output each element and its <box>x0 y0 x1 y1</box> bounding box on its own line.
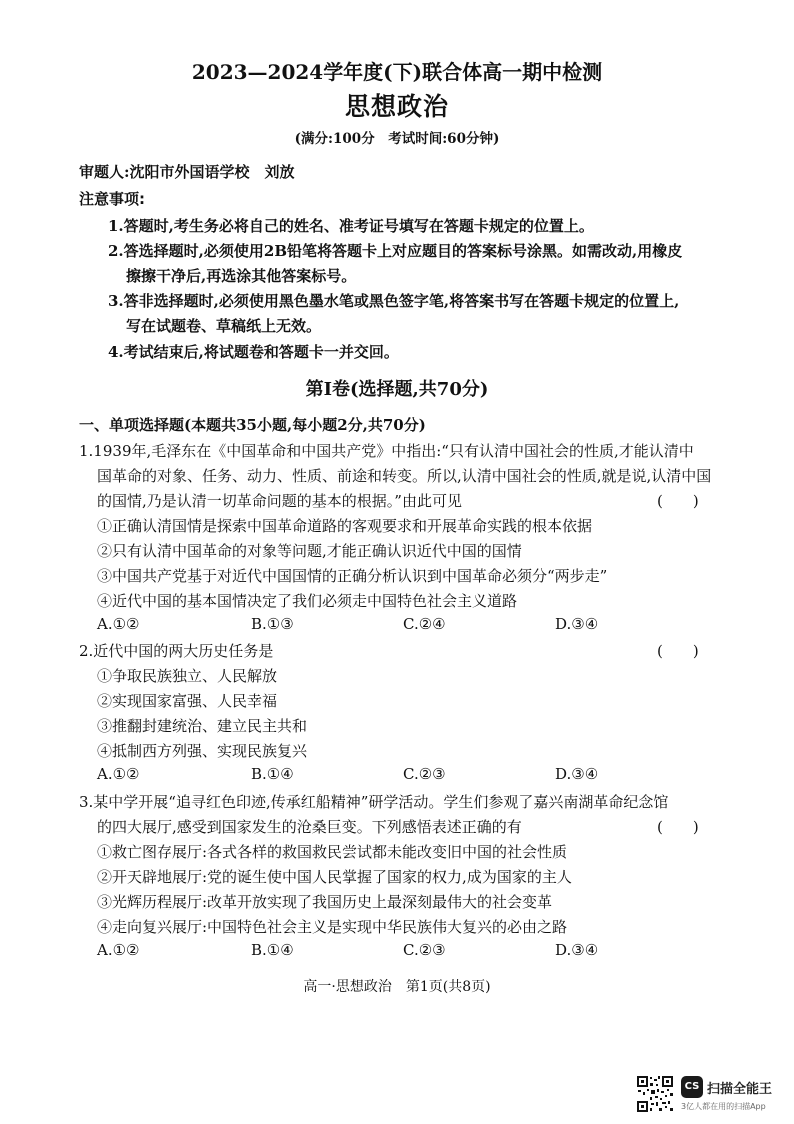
question-2-option: ④抵制西方列强、实现民族复兴 <box>97 742 308 760</box>
note-line: 擦擦干净后,再选涂其他答案标号。 <box>126 267 357 285</box>
question-2-choice-d: D.③④ <box>555 765 599 783</box>
question-3-option: ④走向复兴展厅:中国特色社会主义是实现中华民族伟大复兴的必由之路 <box>97 918 568 936</box>
question-1-stem-line: 1.1939年,毛泽东在《中国革命和中国共产党》中指出:“只有认清中国社会的性质,才能认清中 <box>79 442 694 460</box>
question-1-choice-b: B.①③ <box>251 615 294 633</box>
question-3-choice-c: C.②③ <box>403 941 446 959</box>
answer-paren: ( ) <box>657 642 699 660</box>
question-3-choice-a: A.①② <box>97 941 140 959</box>
question-2-choice-c: C.②③ <box>403 765 446 783</box>
subject-title: 思想政治 <box>344 92 449 121</box>
question-3-option: ③光辉历程展厅:改革开放实现了我国历史上最深刻最伟大的社会变革 <box>97 893 553 911</box>
question-1-option: ②只有认清中国革命的对象等问题,才能正确认识近代中国的国情 <box>97 542 522 560</box>
answer-paren: ( ) <box>657 818 699 836</box>
question-3-choice-b: B.①④ <box>251 941 294 959</box>
question-2-choice-a: A.①② <box>97 765 140 783</box>
page-footer: 高一·思想政治 第1页(共8页) <box>303 979 491 995</box>
exam-title: 2023—2024学年度(下)联合体高一期中检测 <box>191 60 603 84</box>
question-3-stem-line: 的四大展厅,感受到国家发生的沧桑巨变。下列感悟表述正确的有 <box>97 818 522 836</box>
note-line: 3.答非选择题时,必须使用黑色墨水笔或黑色签字笔,将答案书写在答题卡规定的位置上, <box>108 292 680 310</box>
note-line: 2.答选择题时,必须使用2B铅笔将答题卡上对应题目的答案标号涂黑。如需改动,用橡皮 <box>108 242 683 260</box>
question-1-choice-a: A.①② <box>97 615 140 633</box>
note-line: 4.考试结束后,将试题卷和答题卡一并交回。 <box>108 343 399 361</box>
question-3-choice-d: D.③④ <box>555 941 599 959</box>
camscanner-logo-icon: CS <box>681 1076 703 1098</box>
camscanner-tagline: 3亿人都在用的扫描App <box>681 1102 766 1111</box>
exam-meta: (满分:100分 考试时间:60分钟) <box>294 131 500 147</box>
notes-heading: 注意事项: <box>79 190 145 208</box>
question-1-option: ③中国共产党基于对近代中国国情的正确分析认识到中国革命必须分“两步走” <box>97 567 608 585</box>
question-2-option: ①争取民族独立、人民解放 <box>97 667 278 685</box>
question-2-choice-b: B.①④ <box>251 765 294 783</box>
question-3-stem-line: 3.某中学开展“追寻红色印迹,传承红船精神”研学活动。学生们参观了嘉兴南湖革命纪念馆 <box>79 793 669 811</box>
answer-paren: ( ) <box>657 492 699 510</box>
note-line: 1.答题时,考生务必将自己的姓名、准考证号填写在答题卡规定的位置上。 <box>108 217 594 235</box>
qr-code-icon <box>636 1075 674 1113</box>
question-1-option: ④近代中国的基本国情决定了我们必须走中国特色社会主义道路 <box>97 592 518 610</box>
question-3-option: ①救亡图存展厅:各式各样的救国救民尝试都未能改变旧中国的社会性质 <box>97 843 568 861</box>
question-1-option: ①正确认清国情是探索中国革命道路的客观要求和开展革命实践的根本依据 <box>97 517 593 535</box>
camscanner-name: 扫描全能王 <box>707 1082 773 1097</box>
reviewer-line: 审题人:沈阳市外国语学校 刘放 <box>79 163 295 181</box>
question-1-stem-line: 的国情,乃是认清一切革命问题的基本的根据。”由此可见 <box>97 492 462 510</box>
question-2-stem-line: 2.近代中国的两大历史任务是 <box>79 642 274 660</box>
question-1-choice-d: D.③④ <box>555 615 599 633</box>
part-heading: 一、单项选择题(本题共35小题,每小题2分,共70分) <box>79 416 426 434</box>
note-line: 写在试题卷、草稿纸上无效。 <box>126 317 322 335</box>
section-title: 第Ⅰ卷(选择题,共70分) <box>305 379 489 400</box>
question-2-option: ③推翻封建统治、建立民主共和 <box>97 717 308 735</box>
question-1-choice-c: C.②④ <box>403 615 446 633</box>
question-3-option: ②开天辟地展厅:党的诞生使中国人民掌握了国家的权力,成为国家的主人 <box>97 868 572 886</box>
question-2-option: ②实现国家富强、人民幸福 <box>97 692 278 710</box>
question-1-stem-line: 国革命的对象、任务、动力、性质、前途和转变。所以,认清中国社会的性质,就是说,认清中国 <box>97 467 712 485</box>
